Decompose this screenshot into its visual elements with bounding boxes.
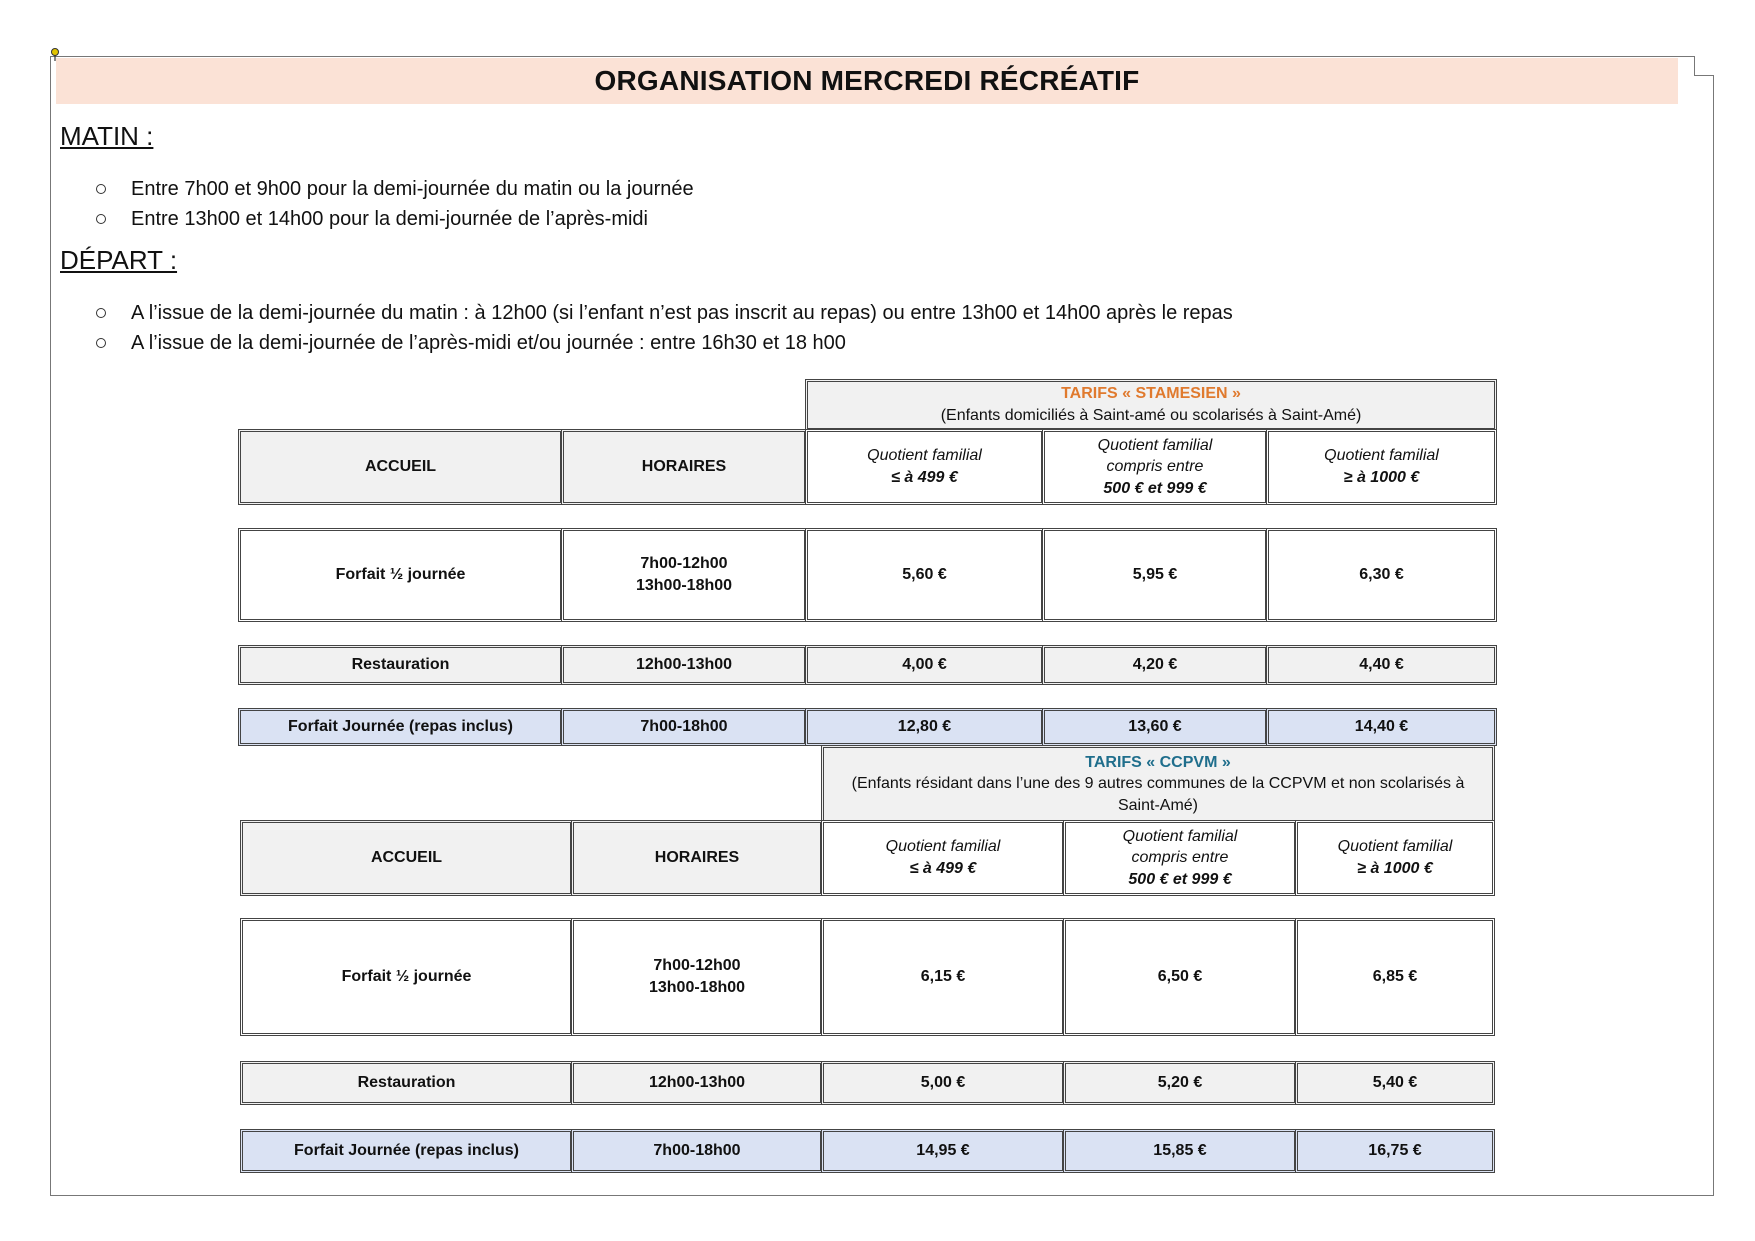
table-row-cell: 12h00-13h00 — [561, 645, 807, 685]
header-horaires: HORAIRES — [561, 429, 807, 505]
table-row-cell: Forfait Journée (repas inclus) — [240, 1129, 573, 1173]
table-row-cell: 12h00-13h00 — [571, 1061, 823, 1105]
table-row-cell: 7h00-12h00 13h00-18h00 — [571, 918, 823, 1036]
list-item: Entre 13h00 et 14h00 pour la demi-journée de l’après-midi — [96, 204, 694, 234]
title-banner — [56, 58, 1678, 104]
header-horaires: HORAIRES — [571, 820, 823, 896]
list-item: A l’issue de la demi-journée de l’après-midi et/ou journée : entre 16h30 et 18 h00 — [96, 328, 1233, 358]
table-row-cell: 5,95 € — [1042, 528, 1268, 622]
table-row-cell: 6,50 € — [1063, 918, 1297, 1036]
table-row-cell: Restauration — [240, 1061, 573, 1105]
matin-heading: MATIN : — [60, 121, 154, 151]
table-row-cell: 15,85 € — [1063, 1129, 1297, 1173]
page-corner-fold — [1694, 56, 1714, 76]
table-row-cell: 7h00-18h00 — [561, 708, 807, 746]
table-row-cell: Forfait ½ journée — [240, 918, 573, 1036]
bullet-circle-icon — [96, 338, 106, 348]
table-row-cell: 4,20 € — [1042, 645, 1268, 685]
header-qf-3: Quotient familial ≥ à 1000 € — [1266, 429, 1497, 505]
bullet-circle-icon — [96, 308, 106, 318]
ccpvm-subtitle: (Enfants résidant dans l’une des 9 autres communes de la CCPVM et non scolarisés à Saint-Amé) — [851, 775, 1465, 814]
table-row-cell: 7h00-12h00 13h00-18h00 — [561, 528, 807, 622]
bullet-circle-icon — [96, 214, 106, 224]
stamesien-title: TARIFS « STAMESIEN » — [1061, 385, 1241, 403]
list-item: A l’issue de la demi-journée du matin : à 12h00 (si l’enfant n’est pas inscrit au repas) ou entre 13h00 et 14h00 après le repas — [96, 298, 1233, 328]
table-row-cell: 5,00 € — [821, 1061, 1065, 1105]
table-row-cell: 5,20 € — [1063, 1061, 1297, 1105]
table-row-cell: Restauration — [238, 645, 563, 685]
table-row-cell: 4,00 € — [805, 645, 1044, 685]
header-qf-1: Quotient familial ≤ à 499 € — [805, 429, 1044, 505]
page-title: ORGANISATION MERCREDI RÉCRÉATIF — [594, 65, 1140, 96]
table-row-cell: 13,60 € — [1042, 708, 1268, 746]
table-row-cell: 14,40 € — [1266, 708, 1497, 746]
depart-list — [96, 298, 1233, 358]
table-row-cell: 6,85 € — [1295, 918, 1495, 1036]
table-row-cell: 6,30 € — [1266, 528, 1497, 622]
header-qf-2: Quotient familial compris entre 500 € et 999 € — [1063, 820, 1297, 896]
bullet-circle-icon — [96, 184, 106, 194]
table-row-cell: 4,40 € — [1266, 645, 1497, 685]
header-accueil: ACCUEIL — [238, 429, 563, 505]
stamesien-subtitle: (Enfants domiciliés à Saint-amé ou scolarisés à Saint-Amé) — [940, 407, 1362, 424]
table-row-cell: 12,80 € — [805, 708, 1044, 746]
depart-heading: DÉPART : — [60, 245, 178, 275]
table-row-cell: 7h00-18h00 — [571, 1129, 823, 1173]
table-row-cell: 16,75 € — [1295, 1129, 1495, 1173]
header-qf-3: Quotient familial ≥ à 1000 € — [1295, 820, 1495, 896]
matin-list — [96, 174, 694, 234]
table-row-cell: Forfait ½ journée — [238, 528, 563, 622]
ccpvm-tarif-header — [821, 745, 1495, 823]
table-row-cell: 6,15 € — [821, 918, 1065, 1036]
header-qf-1: Quotient familial ≤ à 499 € — [821, 820, 1065, 896]
list-item: Entre 7h00 et 9h00 pour la demi-journée du matin ou la journée — [96, 174, 694, 204]
table-row-cell: 5,60 € — [805, 528, 1044, 622]
table-row-cell: Forfait Journée (repas inclus) — [238, 708, 563, 746]
table-row-cell: 14,95 € — [821, 1129, 1065, 1173]
table-row-cell: 5,40 € — [1295, 1061, 1495, 1105]
ccpvm-title: TARIFS « CCPVM » — [1085, 753, 1231, 771]
header-accueil: ACCUEIL — [240, 820, 573, 896]
header-qf-2: Quotient familial compris entre 500 € et 999 € — [1042, 429, 1268, 505]
stamesien-tarif-header — [805, 379, 1497, 431]
